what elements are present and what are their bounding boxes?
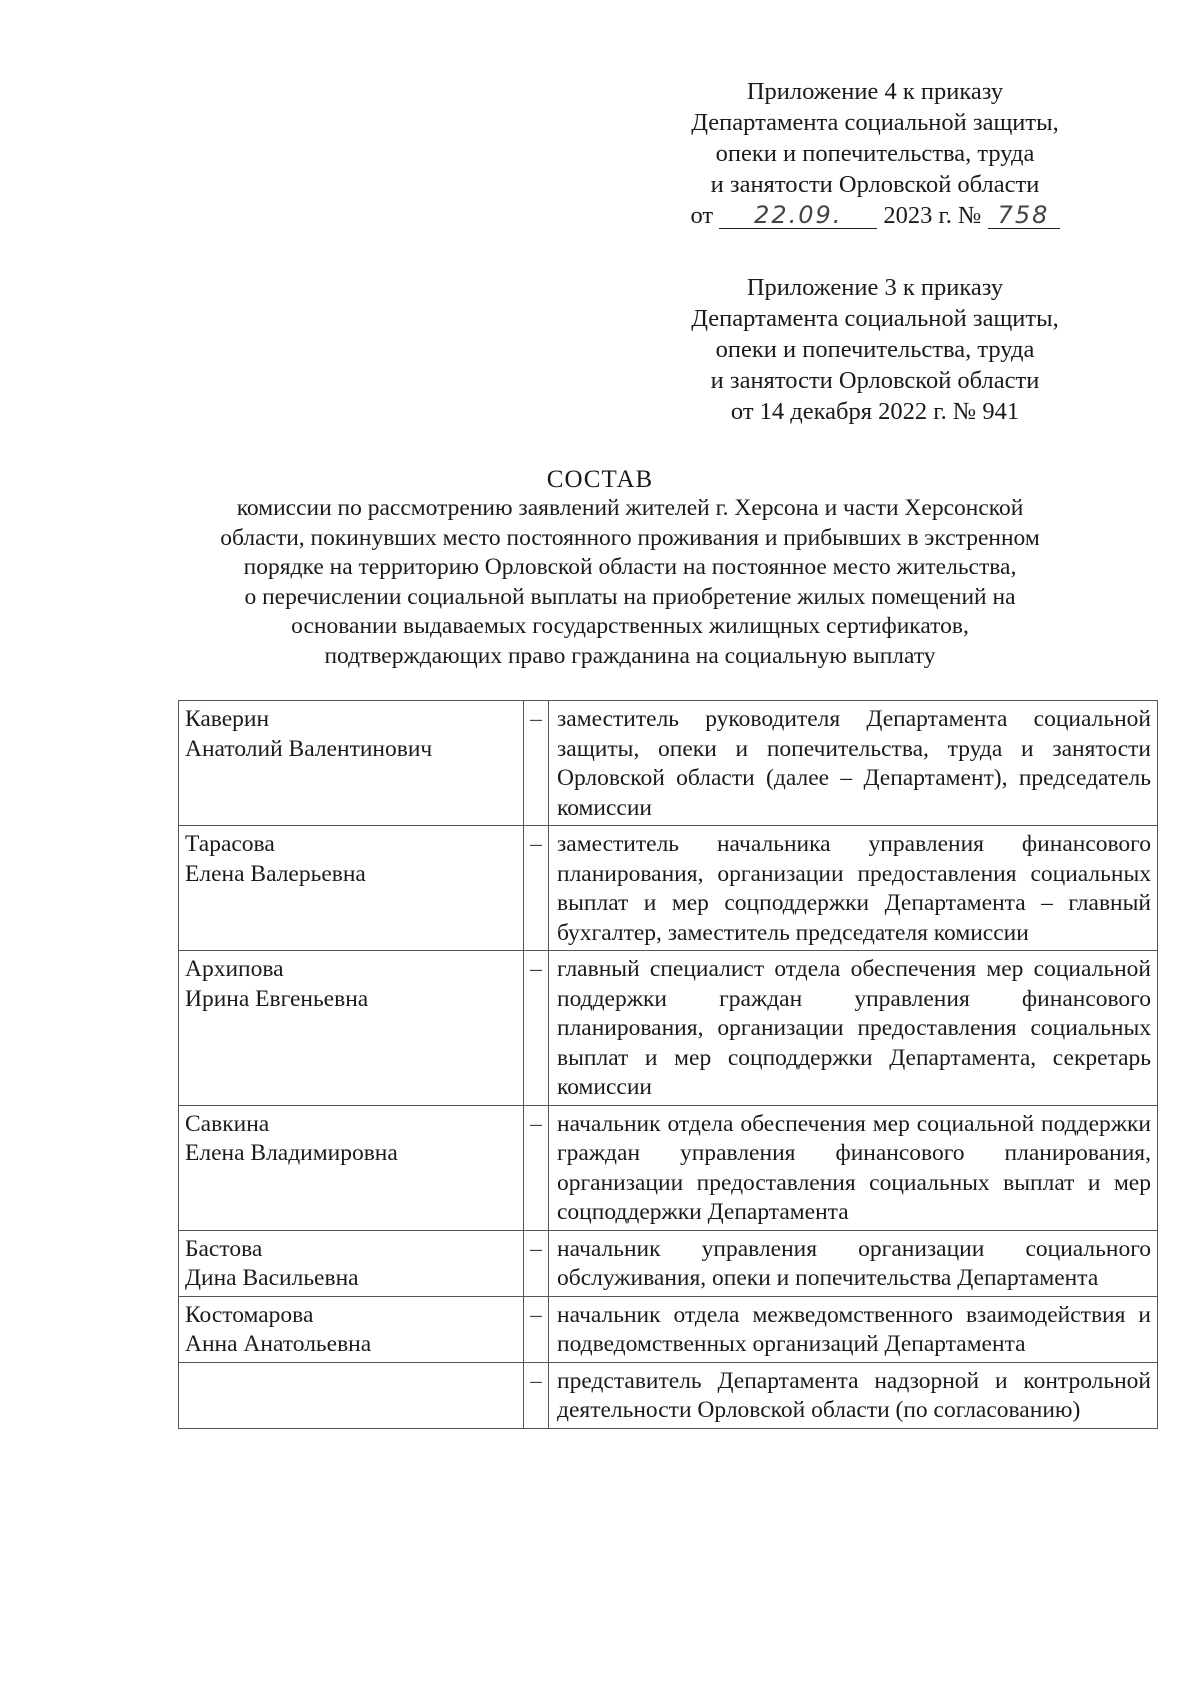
- appendix-4-line1: Приложение 4 к приказу: [746, 78, 1004, 105]
- member-role: начальник управления организации социального обслуживания, опеки и попечительства Департамента: [549, 1230, 1158, 1296]
- member-role: начальник отдела обеспечения мер социальной поддержки граждан управления финансового планирования, организации предоставления социальных выплат и мер соцподдержки Департамента: [549, 1105, 1158, 1230]
- appendix-4-line4: и занятости Орловской области: [710, 171, 1040, 198]
- dash-cell: –: [524, 1296, 549, 1362]
- document-subtitle: [150, 494, 1110, 671]
- handwritten-date: 22.09.: [719, 202, 877, 229]
- subtitle-line: основании выдаваемых государственных жилищных сертификатов,: [291, 613, 969, 639]
- table-row: [179, 1105, 1158, 1230]
- document-title: СОСТАВ: [546, 466, 654, 493]
- member-name-empty: [179, 1362, 524, 1428]
- member-role: главный специалист отдела обеспечения мер социальной поддержки граждан управления финансового планирования, организации предоставления социальных выплат и мер соцподдержки Департамента, секретарь комиссии: [549, 951, 1158, 1106]
- table-row: [179, 826, 1158, 951]
- member-given-name: Елена Валерьевна: [185, 860, 366, 887]
- member-surname: Каверин: [185, 706, 270, 732]
- appendix-3-line3: опеки и попечительства, труда: [715, 336, 1035, 363]
- table-row: [179, 1230, 1158, 1296]
- commission-members-table: [178, 700, 1158, 1429]
- member-name: [179, 1296, 524, 1362]
- dash-cell: –: [524, 1230, 549, 1296]
- dash-cell: –: [524, 826, 549, 951]
- member-name: [179, 826, 524, 951]
- appendix-3-line2: Департамента социальной защиты,: [691, 305, 1059, 332]
- member-name: [179, 951, 524, 1106]
- member-given-name: Ирина Евгеньевна: [185, 985, 369, 1012]
- member-given-name: Елена Владимировна: [185, 1140, 398, 1166]
- table-row: [179, 951, 1158, 1106]
- dash-cell: –: [524, 951, 549, 1106]
- appendix-4-date-line: [640, 200, 1110, 231]
- member-surname: Костомарова: [185, 1301, 314, 1328]
- member-name: [179, 1105, 524, 1230]
- dash-cell: –: [524, 701, 549, 826]
- subtitle-line: комиссии по рассмотрению заявлений жителей г. Херсона и части Херсонской: [236, 495, 1024, 521]
- member-surname: Тарасова: [185, 831, 275, 857]
- member-given-name: Анна Анатольевна: [185, 1331, 372, 1357]
- member-given-name: Анатолий Валентинович: [185, 735, 433, 762]
- appendix-4-line2: Департамента социальной защиты,: [691, 109, 1059, 136]
- member-surname: Бастова: [185, 1235, 263, 1262]
- subtitle-line: подтверждающих право гражданина на социальную выплату: [324, 642, 936, 669]
- appendix-3-line5: от 14 декабря 2022 г. № 941: [730, 398, 1020, 425]
- table-row: [179, 701, 1158, 826]
- member-name: [179, 1230, 524, 1296]
- member-name: [179, 701, 524, 826]
- member-role: заместитель руководителя Департамента социальной защиты, опеки и попечительства, труда и занятости Орловской области (далее – Департамент), председатель комиссии: [549, 701, 1158, 826]
- appendix-3-line4: и занятости Орловской области: [710, 367, 1040, 394]
- dash-cell: –: [524, 1362, 549, 1428]
- table-row: [179, 1362, 1158, 1428]
- appendix-3-line1: Приложение 3 к приказу: [746, 274, 1004, 301]
- appendix-3-header: [640, 272, 1110, 427]
- member-surname: Савкина: [185, 1110, 270, 1137]
- date-prefix: от: [690, 202, 714, 229]
- member-surname: Архипова: [185, 956, 284, 982]
- member-role: представитель Департамента надзорной и контрольной деятельности Орловской области (по согласованию): [549, 1362, 1158, 1428]
- appendix-4-header: [640, 76, 1110, 231]
- member-given-name: Дина Васильевна: [185, 1265, 359, 1291]
- subtitle-line: порядке на территорию Орловской области на постоянное место жительства,: [243, 554, 1017, 580]
- handwritten-order-number: 758: [988, 202, 1060, 229]
- table-row: [179, 1296, 1158, 1362]
- member-role: начальник отдела межведомственного взаимодействия и подведомственных организаций Департамента: [549, 1296, 1158, 1362]
- member-role: заместитель начальника управления финансового планирования, организации предоставления социальных выплат и мер соцподдержки Департамента – главный бухгалтер, заместитель председателя комиссии: [549, 826, 1158, 951]
- year-text: 2023 г. №: [883, 202, 982, 229]
- subtitle-line: о перечислении социальной выплаты на приобретение жилых помещений на: [244, 583, 1016, 610]
- subtitle-line: области, покинувших место постоянного проживания и прибывших в экстренном: [220, 524, 1040, 551]
- dash-cell: –: [524, 1105, 549, 1230]
- appendix-4-line3: опеки и попечительства, труда: [715, 140, 1035, 167]
